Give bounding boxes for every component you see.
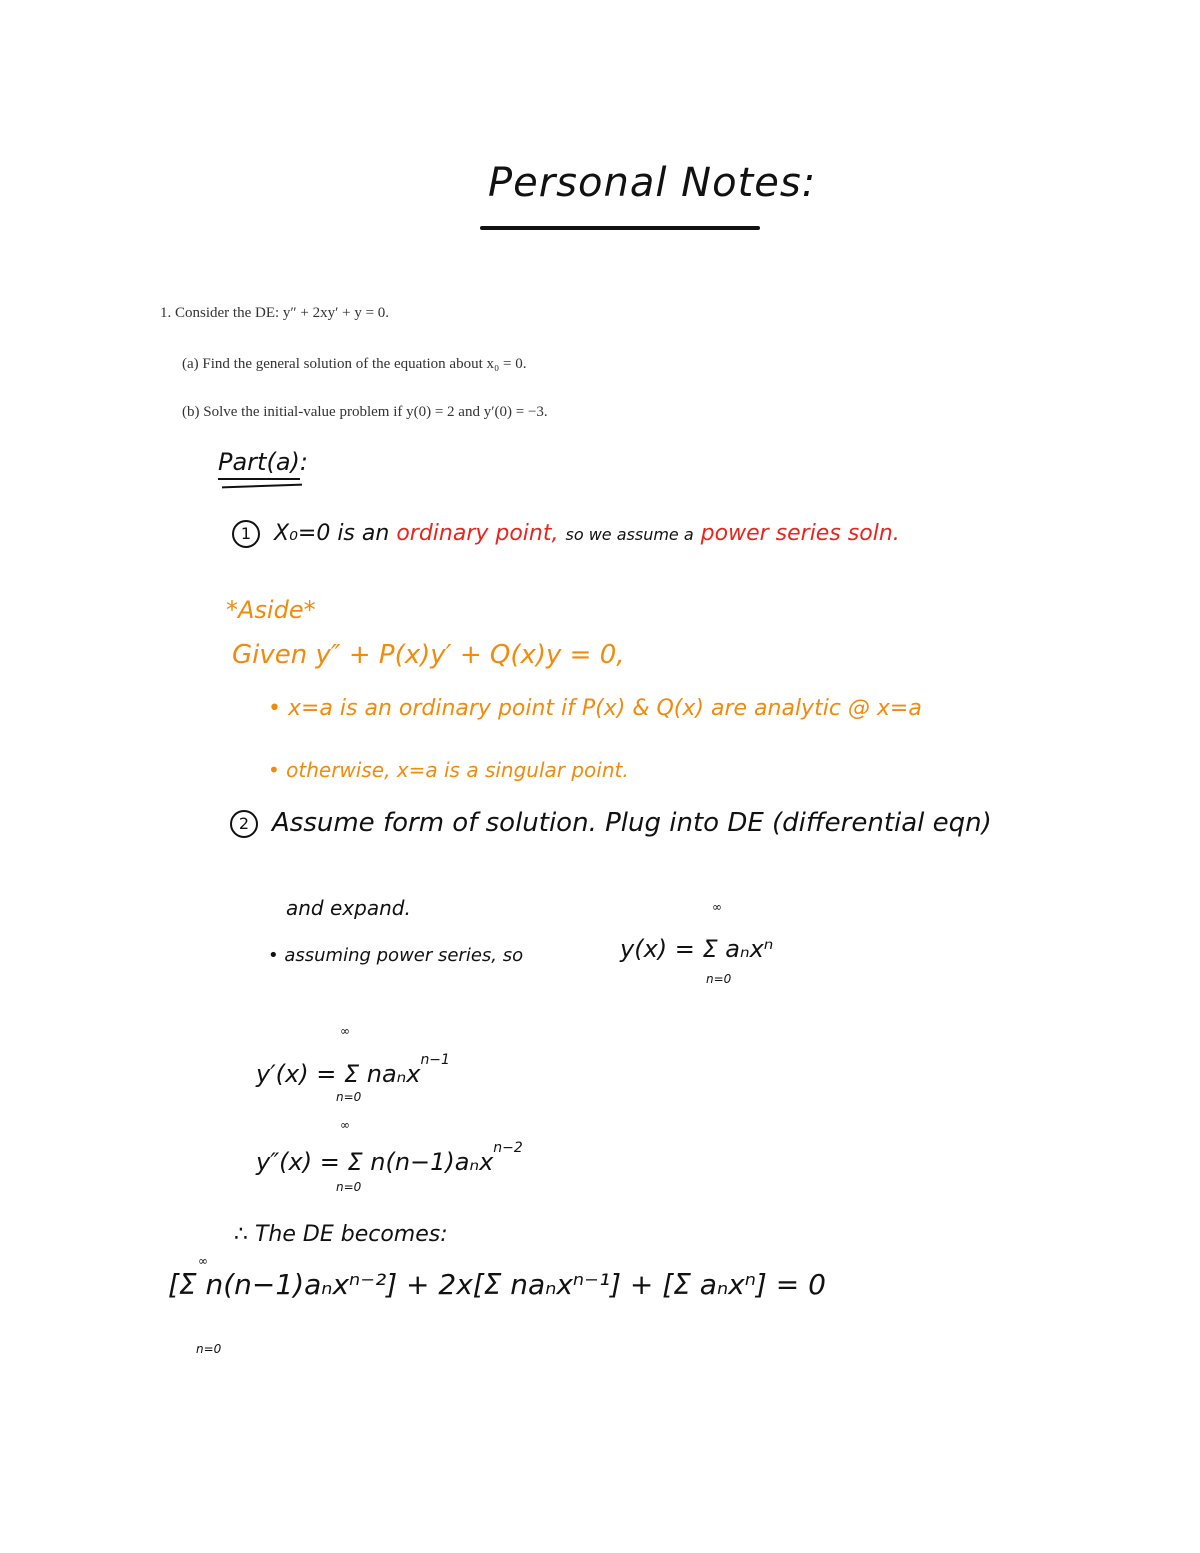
part-underline-second: [222, 484, 302, 489]
aside-ordinary-point-rule: • x=a is an ordinary point if P(x) & Q(x) are analytic @ x=a: [268, 696, 922, 721]
step-2-text: Assume form of solution. Plug into DE (differential eqn): [272, 808, 992, 838]
sum-upper-limit: ∞: [712, 900, 722, 914]
part-underline: [218, 478, 300, 480]
aside-heading: *Aside*: [226, 596, 316, 624]
step-1: [232, 520, 900, 548]
title-underline: [480, 226, 760, 230]
aside-given-equation: Given y″ + P(x)y′ + Q(x)y = 0,: [232, 640, 625, 670]
first-derivative-expression: y′(x) = Σ naₙx: [256, 1060, 421, 1088]
sum-upper-limit: ∞: [340, 1024, 350, 1038]
second-derivative: [256, 1140, 523, 1176]
problem-statement: 1. Consider the DE: y″ + 2xy′ + y = 0.: [160, 305, 390, 321]
sum-lower-limit: n=0: [706, 972, 732, 986]
power-series-highlight: power series soln.: [700, 521, 900, 546]
power-series-definition: y(x) = Σ aₙxⁿ: [620, 935, 774, 963]
sum-lower-limit: n=0: [336, 1180, 362, 1194]
step-1-text: X₀=0 is an: [274, 521, 390, 546]
step-number-1: 1: [232, 520, 260, 548]
page-title: Personal Notes:: [488, 160, 817, 206]
assumption-text: • assuming power series, so: [268, 945, 524, 966]
sum-upper-limit: ∞: [198, 1254, 208, 1268]
problem-part-a: (a) Find the general solution of the equation about x₀ = 0.: [182, 356, 527, 372]
part-a-label: Part(a):: [218, 448, 308, 476]
first-derivative: [256, 1052, 450, 1088]
sum-lower-limit: n=0: [196, 1342, 222, 1356]
sum-lower-limit: n=0: [336, 1090, 362, 1104]
step-1-middle-text: so we assume a: [565, 525, 694, 544]
step-number-2: 2: [230, 810, 258, 838]
problem-part-b: (b) Solve the initial-value problem if y(0) = 2 and y′(0) = −3.: [182, 404, 548, 420]
step-2-continued: and expand.: [286, 896, 411, 920]
first-derivative-exponent: n−1: [420, 1052, 450, 1068]
sum-upper-limit: ∞: [340, 1118, 350, 1132]
step-2: [230, 808, 992, 838]
ordinary-point-highlight: ordinary point,: [396, 521, 559, 546]
second-derivative-exponent: n−2: [493, 1140, 523, 1156]
substituted-equation: [Σ n(n−1)aₙxⁿ⁻²] + 2x[Σ naₙxⁿ⁻¹] + [Σ aₙxⁿ] = 0: [168, 1268, 826, 1301]
therefore-statement: ∴ The DE becomes:: [234, 1222, 448, 1247]
aside-singular-point-rule: • otherwise, x=a is a singular point.: [268, 758, 629, 782]
second-derivative-expression: y″(x) = Σ n(n−1)aₙx: [256, 1148, 494, 1176]
